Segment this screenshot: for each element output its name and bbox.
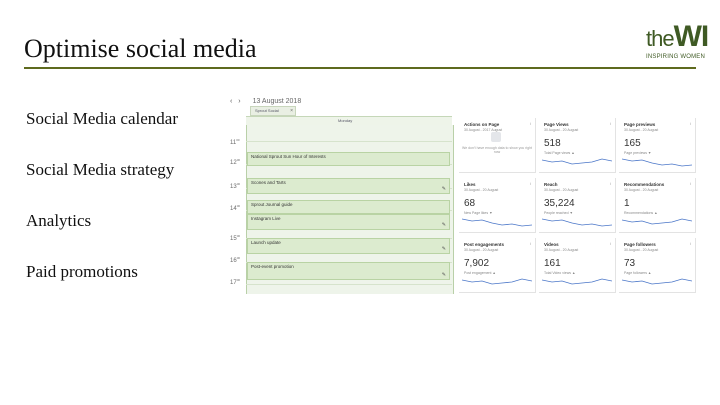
calendar-tab-label: Sprout Social <box>255 108 279 113</box>
sparkline-path <box>622 159 692 166</box>
card-date-range: 30 August - 2017 August <box>464 128 503 132</box>
card-footnote: New Page likes ▼ <box>464 211 493 215</box>
card-sparkline <box>462 276 532 288</box>
card-title: Page previews <box>624 122 656 127</box>
event-label: Post-event promotion <box>251 264 294 269</box>
card-sparkline <box>462 216 532 228</box>
hour-label: $16^{00}$ <box>230 256 241 264</box>
calendar-screenshot <box>226 96 452 296</box>
card-title: Page followers <box>624 242 656 247</box>
card-sparkline <box>622 216 692 228</box>
calendar-event[interactable] <box>247 152 450 166</box>
sparkline-path <box>542 279 612 284</box>
edit-icon[interactable]: ✎ <box>441 272 446 278</box>
card-footnote: Total Video views ▲ <box>544 271 576 275</box>
hour-label: $11^{00}$ <box>230 138 240 146</box>
card-title: Likes <box>464 182 476 187</box>
analytics-grid <box>459 118 699 294</box>
event-label: Launch update <box>251 240 281 245</box>
hour-label: $13^{00}$ <box>230 182 241 190</box>
analytics-card[interactable] <box>459 178 536 233</box>
topic-menu <box>26 107 178 311</box>
calendar-nav-arrows[interactable]: ‹ › <box>230 98 243 105</box>
card-date-range: 30 August - 20 August <box>544 128 579 132</box>
sparkline-path <box>622 219 692 224</box>
info-icon[interactable]: i <box>530 241 531 246</box>
event-label: Sprout Journal guide <box>251 202 293 207</box>
card-value: 1 <box>624 198 630 209</box>
logo-subtitle: INSPIRING WOMEN <box>646 54 706 60</box>
sparkline-path <box>622 279 692 284</box>
card-date-range: 30 August - 20 August <box>464 248 499 252</box>
calendar-event[interactable] <box>247 200 450 214</box>
info-icon[interactable]: i <box>610 241 611 246</box>
card-value: 165 <box>624 138 641 149</box>
calendar-tab[interactable] <box>250 106 296 116</box>
logo-main: theWI <box>646 20 709 53</box>
event-label: Scones and Tarts <box>251 180 286 185</box>
edit-icon[interactable]: ✎ <box>441 186 446 192</box>
hour-label: $17^{00}$ <box>230 278 241 286</box>
card-date-range: 30 August - 20 August <box>624 248 659 252</box>
info-icon[interactable]: i <box>610 121 611 126</box>
menu-item-paid-promotions[interactable]: Paid promotions <box>26 262 138 281</box>
card-sparkline <box>542 216 612 228</box>
card-title: Videos <box>544 242 559 247</box>
calendar-event[interactable] <box>247 262 450 280</box>
card-footnote: Page followers ▲ <box>624 271 652 275</box>
card-sparkline <box>622 156 692 168</box>
card-value: 7,902 <box>464 258 490 269</box>
card-title: Page Views <box>544 122 569 127</box>
info-icon[interactable]: i <box>690 181 691 186</box>
card-footnote: Page previews ▼ <box>624 151 652 155</box>
sparkline-path <box>462 219 532 226</box>
card-title: Recommendations <box>624 182 665 187</box>
close-icon[interactable]: × <box>290 108 293 114</box>
card-date-range: 30 August - 20 August <box>624 128 659 132</box>
analytics-card[interactable] <box>539 238 616 293</box>
card-title: Actions on Page <box>464 122 500 127</box>
slide-title: Optimise social media <box>24 34 257 63</box>
column-header-label: Monday <box>338 118 353 123</box>
analytics-card[interactable] <box>619 118 696 173</box>
card-footnote: Recommendations ▲ <box>624 211 658 215</box>
menu-item-social-media-calendar[interactable]: Social Media calendar <box>26 109 178 128</box>
card-value: 73 <box>624 258 636 269</box>
edit-icon[interactable]: ✎ <box>441 222 446 228</box>
info-icon[interactable]: i <box>530 181 531 186</box>
card-date-range: 30 August - 20 August <box>544 248 579 252</box>
analytics-card[interactable] <box>459 118 536 173</box>
hour-label: $12^{00}$ <box>230 158 241 166</box>
card-sparkline <box>542 156 612 168</box>
card-value: 518 <box>544 138 561 149</box>
edit-icon[interactable]: ✎ <box>441 246 446 252</box>
info-icon[interactable]: i <box>690 241 691 246</box>
card-footnote: Post engagement ▲ <box>464 271 496 275</box>
card-footnote: Total Page views ▲ <box>544 151 575 155</box>
card-title: Reach <box>544 182 558 187</box>
analytics-card[interactable] <box>619 178 696 233</box>
title-rule <box>24 67 696 69</box>
wi-logo <box>646 20 709 64</box>
info-icon[interactable]: i <box>530 121 531 126</box>
info-icon[interactable]: i <box>690 121 691 126</box>
sparkline-path <box>542 219 612 226</box>
card-sparkline <box>542 276 612 288</box>
card-date-range: 30 August - 20 August <box>464 188 499 192</box>
card-date-range: 30 August - 20 August <box>544 188 579 192</box>
analytics-card[interactable] <box>539 178 616 233</box>
card-value: 68 <box>464 198 476 209</box>
card-empty-text: We don't have enough data to show you right now <box>461 146 533 154</box>
calendar-event[interactable] <box>247 238 450 254</box>
analytics-card[interactable] <box>619 238 696 293</box>
card-title: Post engagements <box>464 242 505 247</box>
no-data-icon <box>491 132 501 142</box>
menu-item-social-media-strategy[interactable]: Social Media strategy <box>26 160 175 179</box>
calendar-event[interactable] <box>247 178 450 194</box>
card-value: 161 <box>544 258 561 269</box>
card-sparkline <box>622 276 692 288</box>
sparkline-path <box>462 279 532 284</box>
calendar-date: 13 August 2018 <box>252 98 302 105</box>
card-value: 35,224 <box>544 198 575 209</box>
menu-item-analytics[interactable]: Analytics <box>26 211 92 230</box>
calendar-event[interactable] <box>247 214 450 230</box>
card-date-range: 30 August - 20 August <box>624 188 659 192</box>
calendar-header <box>230 98 301 105</box>
sparkline-path <box>542 159 612 164</box>
card-footnote: People reached ▼ <box>544 211 573 215</box>
hour-label: $15^{00}$ <box>230 234 241 242</box>
hour-label: $14^{00}$ <box>230 204 241 212</box>
analytics-card[interactable] <box>459 238 536 293</box>
analytics-card[interactable] <box>539 118 616 173</box>
event-label: National Sprout Sun Hour of Interests <box>251 154 326 159</box>
info-icon[interactable]: i <box>610 181 611 186</box>
event-label: Instagram Live <box>251 216 281 221</box>
